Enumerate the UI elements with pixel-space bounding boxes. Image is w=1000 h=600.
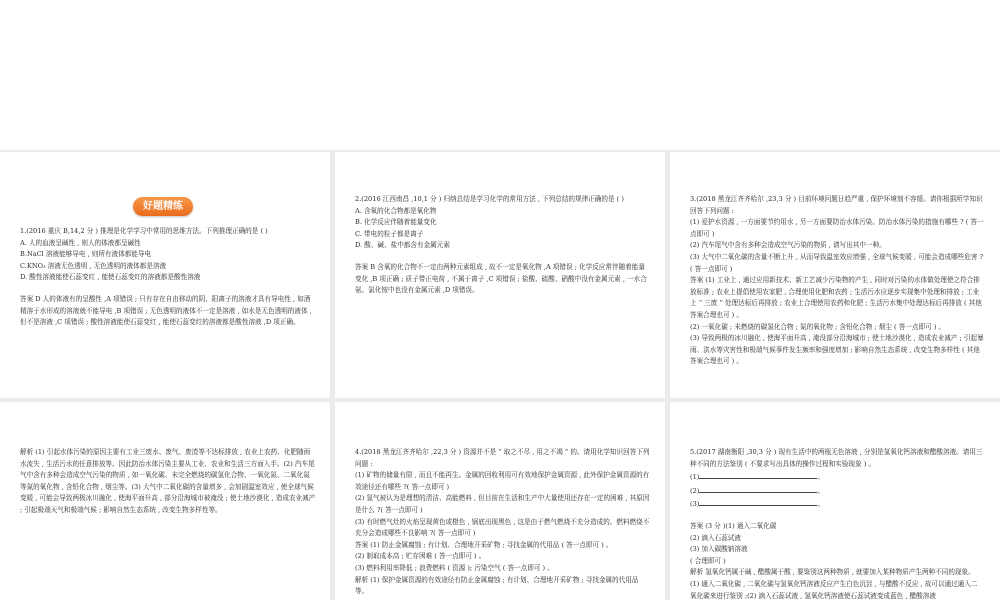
answer-text: (3) 导致两极的冰川融化 , 使海平面升高 , 淹没部分沿海城市 ; 使土地沙漠化 , 造成农业减产 ; 引起暴雨、洪水等灾害性和极端气候事件发生频率和强度增加 ; 影响自然生态系统 , 改变生物多样性 ( 其他答案合理也可 ) 。: [690, 334, 984, 366]
answer-blank-2: (2) 。: [690, 484, 984, 498]
question-item-1: (1) 矿物的储量有限 , 而且不能再生。金属的回收利用可有效地保护金属资源 , 此外保护金属资源的有效途径还有哪些 ?( 答一点即可 ): [355, 471, 650, 491]
document-page-2: [335, 152, 665, 398]
question-stem: 2.(2016 江西南昌 ,10,1 分 ) 归纳总结是学习化学的常用方法 , 下列总结的规律正确的是 ( ): [355, 195, 624, 203]
answer-text: 答案 B 含氧的化合物不一定由两种元素组成 , 故不一定是氧化物 ,A 项错误 ; 化学反应常伴随着能量变化 ,B 项正确 ; 质子带正电荷 , 不属于离子 ,C 项错误 ; 盐酸、硫酸、硝酸中没有金属元素 , 一水合氨、氯化铵中也没有金属元素 ,D 项错误。: [355, 262, 647, 295]
document-page-4: [0, 402, 330, 600]
answer-text: ( 合理即可 ): [690, 556, 726, 565]
question-stem: 5.(2017 湖南衡阳 ,30,3 分 ) 现有生活中的两瓶无色溶液 , 分别是氢氧化钙溶液和醋酸溶液。请用三种不同的方法鉴别 ( 不要求写出具体的操作过程和实验现象 ) 。: [690, 448, 983, 468]
answer-text: (2) 一氧化碳 ; 未燃烧的碳氢化合物 ; 氮的氧化物 ; 含铅化合物 ; 烟尘 ( 答一点即可 ) 。: [690, 322, 946, 331]
question-item-1: (1) 爱护水资源 , 一方面要节约用水 , 另一方面要防治水体污染。防治水体污染的措施有哪些 ? ( 答一点即可 ): [690, 218, 984, 238]
option-c: C.KNO₃ 溶液无色透明 , 无色透明的液体都是溶液: [20, 261, 167, 270]
option-b: B. 化学反应伴随着能量变化: [355, 218, 437, 227]
option-b: B.NaCl 溶液能够导电 , 则所有液体都能导电: [20, 250, 152, 259]
option-d: D. 酸性溶液能使石蕊变红 , 能使石蕊变红的溶液都是酸性溶液: [20, 273, 201, 282]
document-page-5: [335, 402, 665, 600]
question-1: [20, 226, 316, 329]
question-stem: 3.(2018 黑龙江齐齐哈尔 ,23,3 分 ) 目前环境问题日趋严重 , 保护环境刻不容缓。请你根据所学知识回答下列问题 :: [690, 195, 983, 215]
answer-text: 答案 (3 分 )(1) 通入二氧化碳: [690, 521, 777, 530]
question-item-2: (2) 氢气被认为是理想的清洁、高能燃料 , 但目前在生活和生产中大量使用还存在一定的困难 , 其原因是什么 ?( 答一点即可 ): [355, 494, 650, 514]
answer-text: 答案 D 人的体液有的呈酸性 ,A 项错误 ; 只有存在自由移动的阴、阳离子的溶液才具有导电性 , 如酒精溶于水形成的溶液就不能导电 ,B 项错误 ; 无色透明的液体不一定是溶液 , 如水是无色透明的液体 , 但不是溶液 ,C 项错误 ; 酸性溶液能使石蕊变红 , 能使石蕊变红的溶液都是酸性溶液 ,D 项正确。: [20, 294, 312, 327]
option-c: C. 带电的粒子都是离子: [355, 229, 424, 238]
section-badge: 好题精练: [133, 197, 193, 216]
question-stem: 1.(2016 重庆 B,14,2 分 ) 推理是化学学习中常用的思维方法。下列推理正确的是 ( ): [20, 227, 268, 235]
answer-text: 答案 (1) 工业上 , 通过应用新技术、新工艺减少污染物的产生 , 同时对污染的水体做处理使之符合排放标准 ; 农业上提倡使用农家肥 , 合理使用化肥和农药 ; 生活污水应逐步实现集中处理和排放 ; 工业上 “ 三废 ” 处理达标后再排放 ; 农业上合理使用农药和化肥 ; 生活污水集中处理达标后再排放 ( 其他答案合理也可 ) 。: [690, 276, 982, 319]
option-a: A. 人的血液呈碱性 , 则人的体液都呈碱性: [20, 238, 141, 247]
answer-text: (3) 加入碳酸钠溶液: [690, 545, 748, 554]
question-item-2: (2) 汽车尾气中含有多种会造成空气污染的物质 , 请写出其中一种。: [690, 241, 886, 250]
analysis-text: 解析 (1) 保护金属资源的有效途径有防止金属腐蚀 ; 有计划、合理地开采矿物 ; 寻找金属的代用品等。: [355, 575, 639, 596]
question-stem: 4.(2018 黑龙江齐齐哈尔 ,22,3 分 ) 资源并不是 “ 取之不尽 , 用之不竭 ” 的。请用化学知识回答下列问题 :: [355, 448, 650, 468]
document-page-1: [0, 152, 330, 398]
answer-text: (2) 制取成本高 ; 贮存困难 ( 答一点即可 ) 。: [355, 552, 486, 561]
answer-blank-1: (1) 。: [690, 470, 984, 484]
answer-text: (2) 滴入石蕊试液: [690, 533, 741, 542]
answer-blank-3: (3) 。: [690, 497, 984, 511]
answer-text: 答案 (1) 防止金属腐蚀 ; 有计划、合理地开采矿物 ; 寻找金属的代用品 ( 答一点即可 ) 。: [355, 540, 613, 549]
question-item-3: (3) 有时燃气灶的火焰呈现黄色或橙色 , 锅底出现黑色 , 这是由于燃气燃烧不充分造成的。燃料燃烧不充分会造成哪些不良影响 ?( 答一点即可 ): [355, 517, 650, 538]
analysis-text: 解析 (1) 引起水体污染的原因主要有工业三废水、废气、废渣等不达标排放 , 农业上农药、化肥随雨水流失 , 生活污水的任意排放等。因此防治水体污染主要从工业、农业和生活三方面入手。(2) 汽车尾气中含有多种会造成空气污染的物质 , 如一氧化碳、未完全燃烧的碳氢化合物、一氧化氮、二氧化氮等氮的氧化物 , 含铅化合物 , 烟尘等。(3) 大气中二氧化碳的含量增多 , 会加剧温室效应 , 使全球气候变暖 , 可能会导致两极冰川融化 , 使海平面升高 , 部分沿海城市被淹没 ; 使土地沙漠化 , 造成农业减产 ; 引起极端天气和极端气候 ; 影响自然生态系统 , 改变生物多样性等。: [20, 448, 316, 514]
option-a: A. 含氧的化合物都是氧化物: [355, 206, 437, 215]
answer-text: (3) 燃料利用率降低 ; 浪费燃料 ( 资源 ); 污染空气 ( 答一点即可 ) 。: [355, 563, 554, 572]
analysis-text: 解析 氢氧化钙属于碱 , 醋酸属于酸 , 要鉴别这两种物质 , 就要加入某种物质产生两种不同的现象。(1) 通入二氧化碳 , 二氧化碳与氢氧化钙溶液反应产生白色沉淀 , 与醋酸不反应 , 故可以通过通入二氧化碳来进行鉴别 ;(2) 滴入石蕊试液 , 氢氧化钙溶液使石蕊试液变成蓝色 , 醋酸溶液: [690, 568, 978, 600]
option-d: D. 酸、碱、盐中都含有金属元素: [355, 241, 450, 250]
document-page-3: [670, 152, 1000, 398]
document-page-6: [670, 402, 1000, 600]
blank-top-panel: [0, 0, 1000, 150]
question-item-3: (3) 大气中二氧化碳的含量不断上升 , 从而导致温室效应增强 , 全球气候变暖 , 可能会造成哪些危害 ?( 答一点即可 ): [690, 252, 984, 273]
